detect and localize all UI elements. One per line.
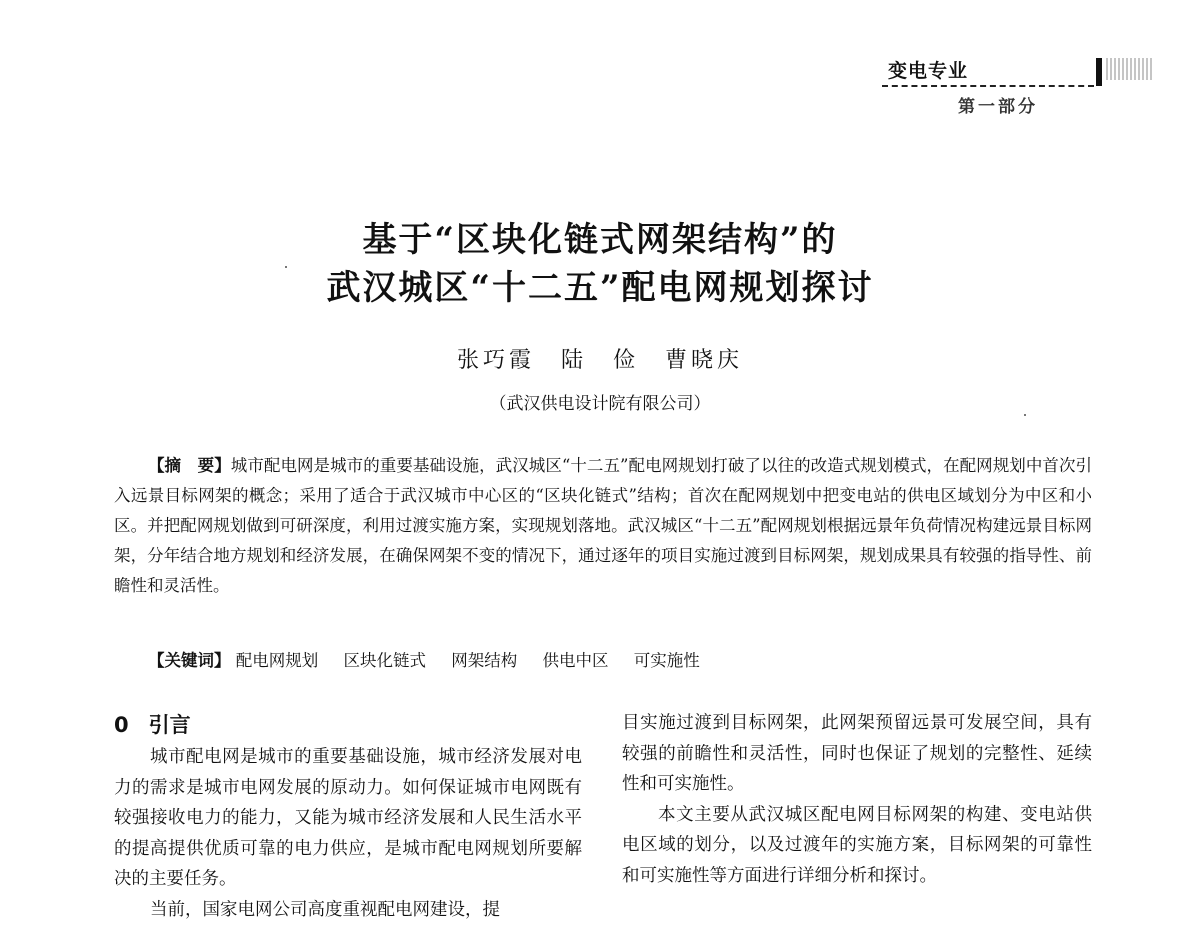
abstract-block (114, 451, 1092, 601)
body-paragraph: 当前，国家电网公司高度重视配电网建设，提 (150, 899, 500, 920)
paper-authors: 张巧霞 陆 俭 曹晓庆 (456, 348, 743, 373)
body-paragraph: 城市配电网是城市的重要基础设施，城市经济发展对电力的需求是城市电网发展的原动力。如何保证城市电网既有较强接收电力的能力，又能为城市经济发展和人民生活水平的提高提供优质可靠的电力供应，是城市配电网规划所要解决的主要任务。 (114, 747, 582, 889)
keyword-item: 配电网规划 (235, 651, 319, 670)
abstract-text: 城市配电网是城市的重要基础设施，武汉城区“十二五”配电网规划打破了以往的改造式规划模式，在配网规划中首次引入远景目标网架的概念；采用了适合于武汉城市中心区的“区块化链式”结构；首次在配网规划中把变电站的供电区域划分为中区和小区。并把配网规划做到可研深度，利用过渡实施方案，实现规划落地。武汉城区“十二五”配网规划根据远景年负荷情况构建远景目标网架，分年结合地方规划和经济发展，在确保网架不变的情况下，通过逐年的项目实施过渡到目标网架，规划成果具有较强的指导性、前瞻性和灵活性。 (114, 456, 1093, 595)
keyword-item: 可实施性 (633, 651, 700, 670)
keywords-label: 【关键词】 (148, 651, 231, 670)
section-heading-introduction (114, 709, 191, 739)
keyword-item: 供电中区 (542, 651, 609, 670)
paper-affiliation: （武汉供电设计院有限公司） (489, 394, 711, 414)
header-dashed-rule (882, 85, 1094, 87)
body-column-right (622, 708, 1092, 891)
header-stamp-pattern (1106, 58, 1152, 80)
keyword-item: 网架结构 (451, 651, 518, 670)
scan-speck (1024, 414, 1026, 416)
header-marker-bar (1096, 58, 1102, 86)
abstract-label: 【摘 要】 (148, 456, 231, 475)
scan-speck (285, 266, 287, 268)
running-header-section: 变电专业 (888, 60, 969, 82)
body-column-left (114, 742, 582, 925)
keywords-block (148, 646, 720, 676)
running-header-part: 第一部分 (958, 97, 1038, 117)
section-title: 引言 (148, 713, 191, 737)
body-paragraph: 本文主要从武汉城区配电网目标网架的构建、变电站供电区域的划分，以及过渡年的实施方案，目标网架的可靠性和可实施性等方面进行详细分析和探讨。 (622, 804, 1092, 886)
keyword-item: 区块化链式 (343, 651, 426, 670)
section-number: 0 (114, 713, 129, 737)
paper-title-line-2: 武汉城区“十二五”配电网规划探讨 (326, 268, 874, 308)
body-paragraph-continued: 目实施过渡到目标网架，此网架预留远景可发展空间，具有较强的前瞻性和灵活性，同时也保证了规划的完整性、延续性和可实施性。 (622, 713, 1092, 794)
paper-title-line-1: 基于“区块化链式网架结构”的 (362, 220, 838, 260)
